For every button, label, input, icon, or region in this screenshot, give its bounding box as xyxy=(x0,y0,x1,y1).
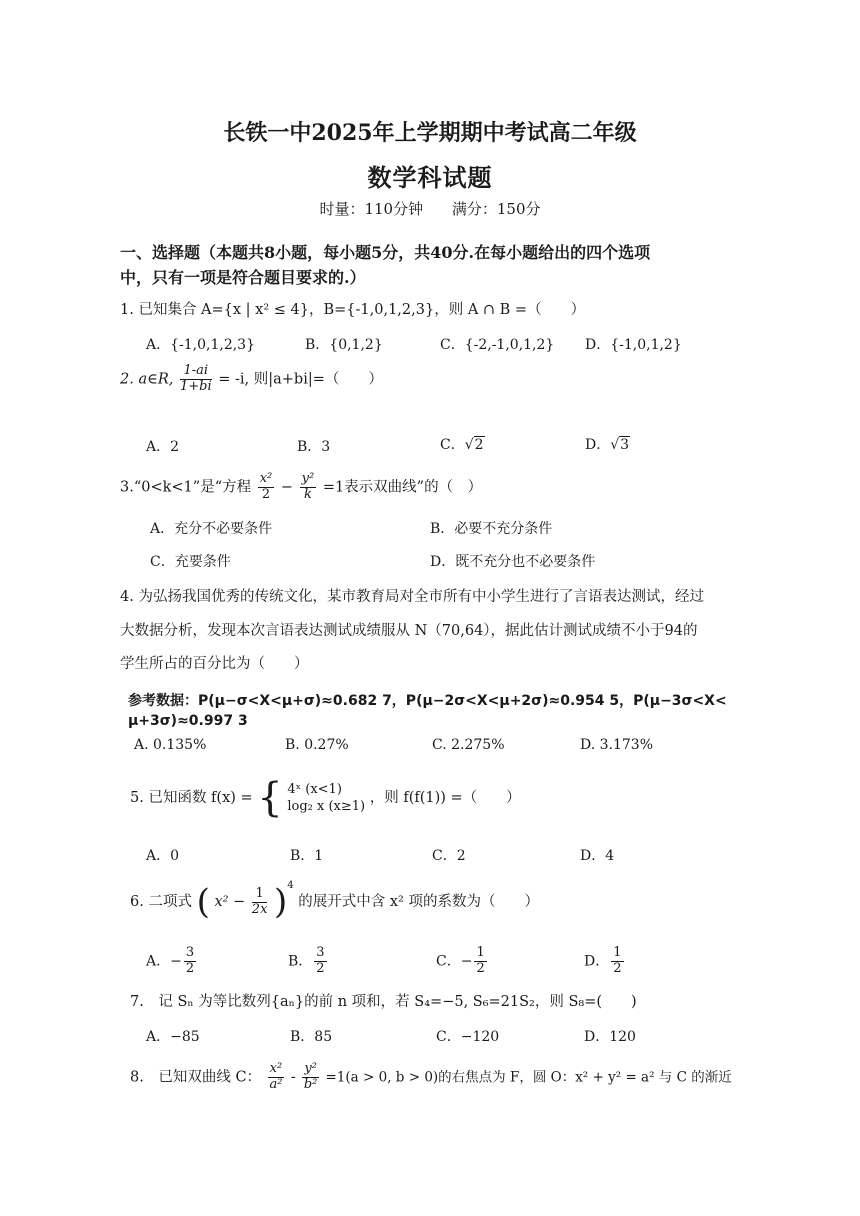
q3-fraction-2 xyxy=(300,472,317,503)
q3-option-d: D．既不充分也不必要条件 xyxy=(430,554,596,570)
q6-option-b xyxy=(288,946,329,977)
question-2-stem xyxy=(120,364,383,395)
q6-option-a-den: 2 xyxy=(185,960,195,976)
q6-option-a-num: 3 xyxy=(185,945,195,960)
sqrt-icon: √2 xyxy=(464,437,484,453)
question-3-stem xyxy=(120,472,482,503)
q5-case-1: 4ˣ (x<1) xyxy=(287,782,342,797)
time-limit: 时量：110分钟 xyxy=(319,200,424,218)
q3-option-b: B．必要不充分条件 xyxy=(430,521,553,537)
question-4-line3: 学生所占的百分比为（ ） xyxy=(120,656,309,672)
q2-option-d-radicand: 3 xyxy=(620,437,630,453)
q2-option-c-label: C． xyxy=(440,437,465,453)
q6-option-c-fraction xyxy=(474,946,486,977)
q3-suffix: =1表示双曲线”的（ ） xyxy=(322,479,483,496)
question-6-stem xyxy=(130,880,539,922)
q6-prefix: 6. 二项式 xyxy=(130,894,192,910)
q2-option-b: B．3 xyxy=(297,439,331,455)
q8-suffix: =1(a > 0, b > 0)的右焦点为 F，圆 O：x² + y² = a² 与 C 的渐近 xyxy=(325,1069,732,1086)
q8-minus: - xyxy=(290,1069,296,1086)
q6-den: 2x xyxy=(251,901,268,917)
q8-fraction-1 xyxy=(268,1062,285,1093)
q4-option-d: D. 3.173% xyxy=(580,737,654,753)
q6-option-c-label: C． xyxy=(436,953,461,970)
exam-meta xyxy=(0,198,860,219)
full-score: 满分：150分 xyxy=(451,200,541,218)
q7-option-a: A．−85 xyxy=(146,1029,200,1045)
q8-f1-num: x² xyxy=(269,1061,283,1076)
q3-f2-num: y² xyxy=(301,471,315,486)
q5-suffix: ，则 f(f(1)) =（ ） xyxy=(369,790,521,806)
question-7-stem: 7. 记 Sₙ 为等比数列{aₙ}的前 n 项和，若 S₄=−5, S₆=21S₂，则 S₈=( ) xyxy=(130,994,637,1010)
question-4-line2: 大数据分析，发现本次言语表达测试成绩服从 N（70,64），据此估计测试成绩不小于94的 xyxy=(120,623,698,639)
q5-option-d: D．4 xyxy=(580,848,615,864)
q2-option-a: A．2 xyxy=(146,439,180,455)
q3-minus: − xyxy=(280,479,294,496)
q6-num: 1 xyxy=(252,887,268,903)
q5-option-b: B．1 xyxy=(290,848,324,864)
question-8-stem xyxy=(130,1062,732,1093)
q4-option-c: C. 2.275% xyxy=(432,737,505,753)
exam-title: 长铁一中2025年上学期期中考试高二年级 xyxy=(223,120,637,146)
q3-option-a: A．充分不必要条件 xyxy=(150,521,273,537)
q6-option-d-num: 1 xyxy=(613,945,622,960)
q3-f1-den: 2 xyxy=(261,486,271,502)
q3-f2-den: k xyxy=(303,486,312,502)
q2-option-d-label: D． xyxy=(585,437,611,453)
q2-option-c-radicand: 2 xyxy=(474,437,484,453)
q6-option-c xyxy=(436,946,489,977)
question-5-stem xyxy=(130,775,521,821)
q6-option-c-den: 2 xyxy=(476,960,485,976)
q3-fraction-1 xyxy=(258,472,275,503)
q6-option-b-num: 3 xyxy=(316,945,325,960)
left-brace-icon: { xyxy=(257,775,283,821)
q6-option-c-sign: − xyxy=(460,953,473,970)
section-heading-line1: 一、选择题（本题共8小题，每小题5分，共40分.在每小题给出的四个选项 xyxy=(120,243,651,262)
q5-option-c: C．2 xyxy=(432,848,466,864)
reference-data-line2: μ+3σ)≈0.997 3 xyxy=(128,713,248,729)
q5-prefix: 5. 已知函数 f(x) = xyxy=(130,790,253,806)
q6-option-a xyxy=(146,946,198,977)
q4-option-a: A. 0.135% xyxy=(134,737,207,753)
q1-option-c: C．{-2,-1,0,1,2} xyxy=(440,337,555,353)
q6-power: 4 xyxy=(287,880,294,891)
q3-option-c: C．充要条件 xyxy=(150,554,231,570)
q6-option-d-den: 2 xyxy=(613,960,622,976)
q6-option-b-fraction xyxy=(314,946,326,977)
q4-option-b: B. 0.27% xyxy=(285,737,349,753)
sqrt-icon: √3 xyxy=(610,437,630,453)
q6-option-c-num: 1 xyxy=(476,945,485,960)
q2-fraction-den: 1+bi xyxy=(179,378,212,394)
q7-option-d: D．120 xyxy=(584,1029,636,1045)
q2-option-c xyxy=(440,434,485,454)
right-paren-icon: ) xyxy=(274,882,288,922)
q7-option-b: B．85 xyxy=(290,1029,333,1045)
q2-fraction-num: 1-ai xyxy=(180,364,212,380)
exam-subject-title: 数学科试题 xyxy=(367,163,493,192)
q6-fraction xyxy=(252,887,268,918)
q6-inner: x² − xyxy=(214,894,246,910)
q8-f2-den: b² xyxy=(303,1076,318,1092)
q7-option-c: C．−120 xyxy=(436,1029,500,1045)
q6-option-b-den: 2 xyxy=(316,960,325,976)
q6-option-a-fraction xyxy=(184,946,196,977)
q1-option-d: D．{-1,0,1,2} xyxy=(585,337,682,353)
q2-prefix: 2. a∈R, xyxy=(120,371,174,388)
q6-option-a-sign: − xyxy=(170,953,182,970)
q2-suffix: = -i, 则|a+bi|=（ ） xyxy=(218,371,383,388)
q6-option-d-fraction xyxy=(611,946,623,977)
q8-f1-den: a² xyxy=(269,1076,283,1092)
question-4-line1: 4. 为弘扬我国优秀的传统文化，某市教育局对全市所有中小学生进行了言语表达测试，经过 xyxy=(120,589,704,605)
q8-prefix: 8. 已知双曲线 C： xyxy=(130,1069,262,1086)
q6-suffix: 的展开式中含 x² 项的系数为（ ） xyxy=(298,894,539,910)
q6-option-b-label: B． xyxy=(288,953,313,970)
q3-f1-num: x² xyxy=(259,471,273,486)
reference-data-line1: 参考数据：P(μ−σ<X<μ+σ)≈0.682 7，P(μ−2σ<X<μ+2σ)≈0.954 5，P(μ−3σ<X< xyxy=(128,693,727,709)
q6-option-d xyxy=(584,946,626,977)
section-heading-line2: 中，只有一项是符合题目要求的.） xyxy=(120,268,366,287)
left-paren-icon: ( xyxy=(196,882,210,922)
q5-option-a: A．0 xyxy=(146,848,180,864)
q3-prefix: 3.“0<k<1”是“方程 xyxy=(120,479,252,496)
q8-fraction-2 xyxy=(302,1062,319,1093)
question-1-stem: 1. 已知集合 A={x | x² ≤ 4}，B={-1,0,1,2,3}，则 A ∩ B =（ ） xyxy=(120,302,586,318)
q6-option-d-label: D． xyxy=(584,953,610,970)
q8-f2-num: y² xyxy=(304,1061,317,1076)
q5-case-2: log₂ x (x≥1) xyxy=(287,799,366,814)
q2-fraction xyxy=(180,364,212,395)
q5-piecewise xyxy=(287,781,365,815)
q1-option-a: A．{-1,0,1,2,3} xyxy=(146,337,255,353)
q6-option-a-label: A． xyxy=(146,953,171,970)
q1-option-b: B．{0,1,2} xyxy=(305,337,383,353)
q2-option-d xyxy=(585,434,630,454)
